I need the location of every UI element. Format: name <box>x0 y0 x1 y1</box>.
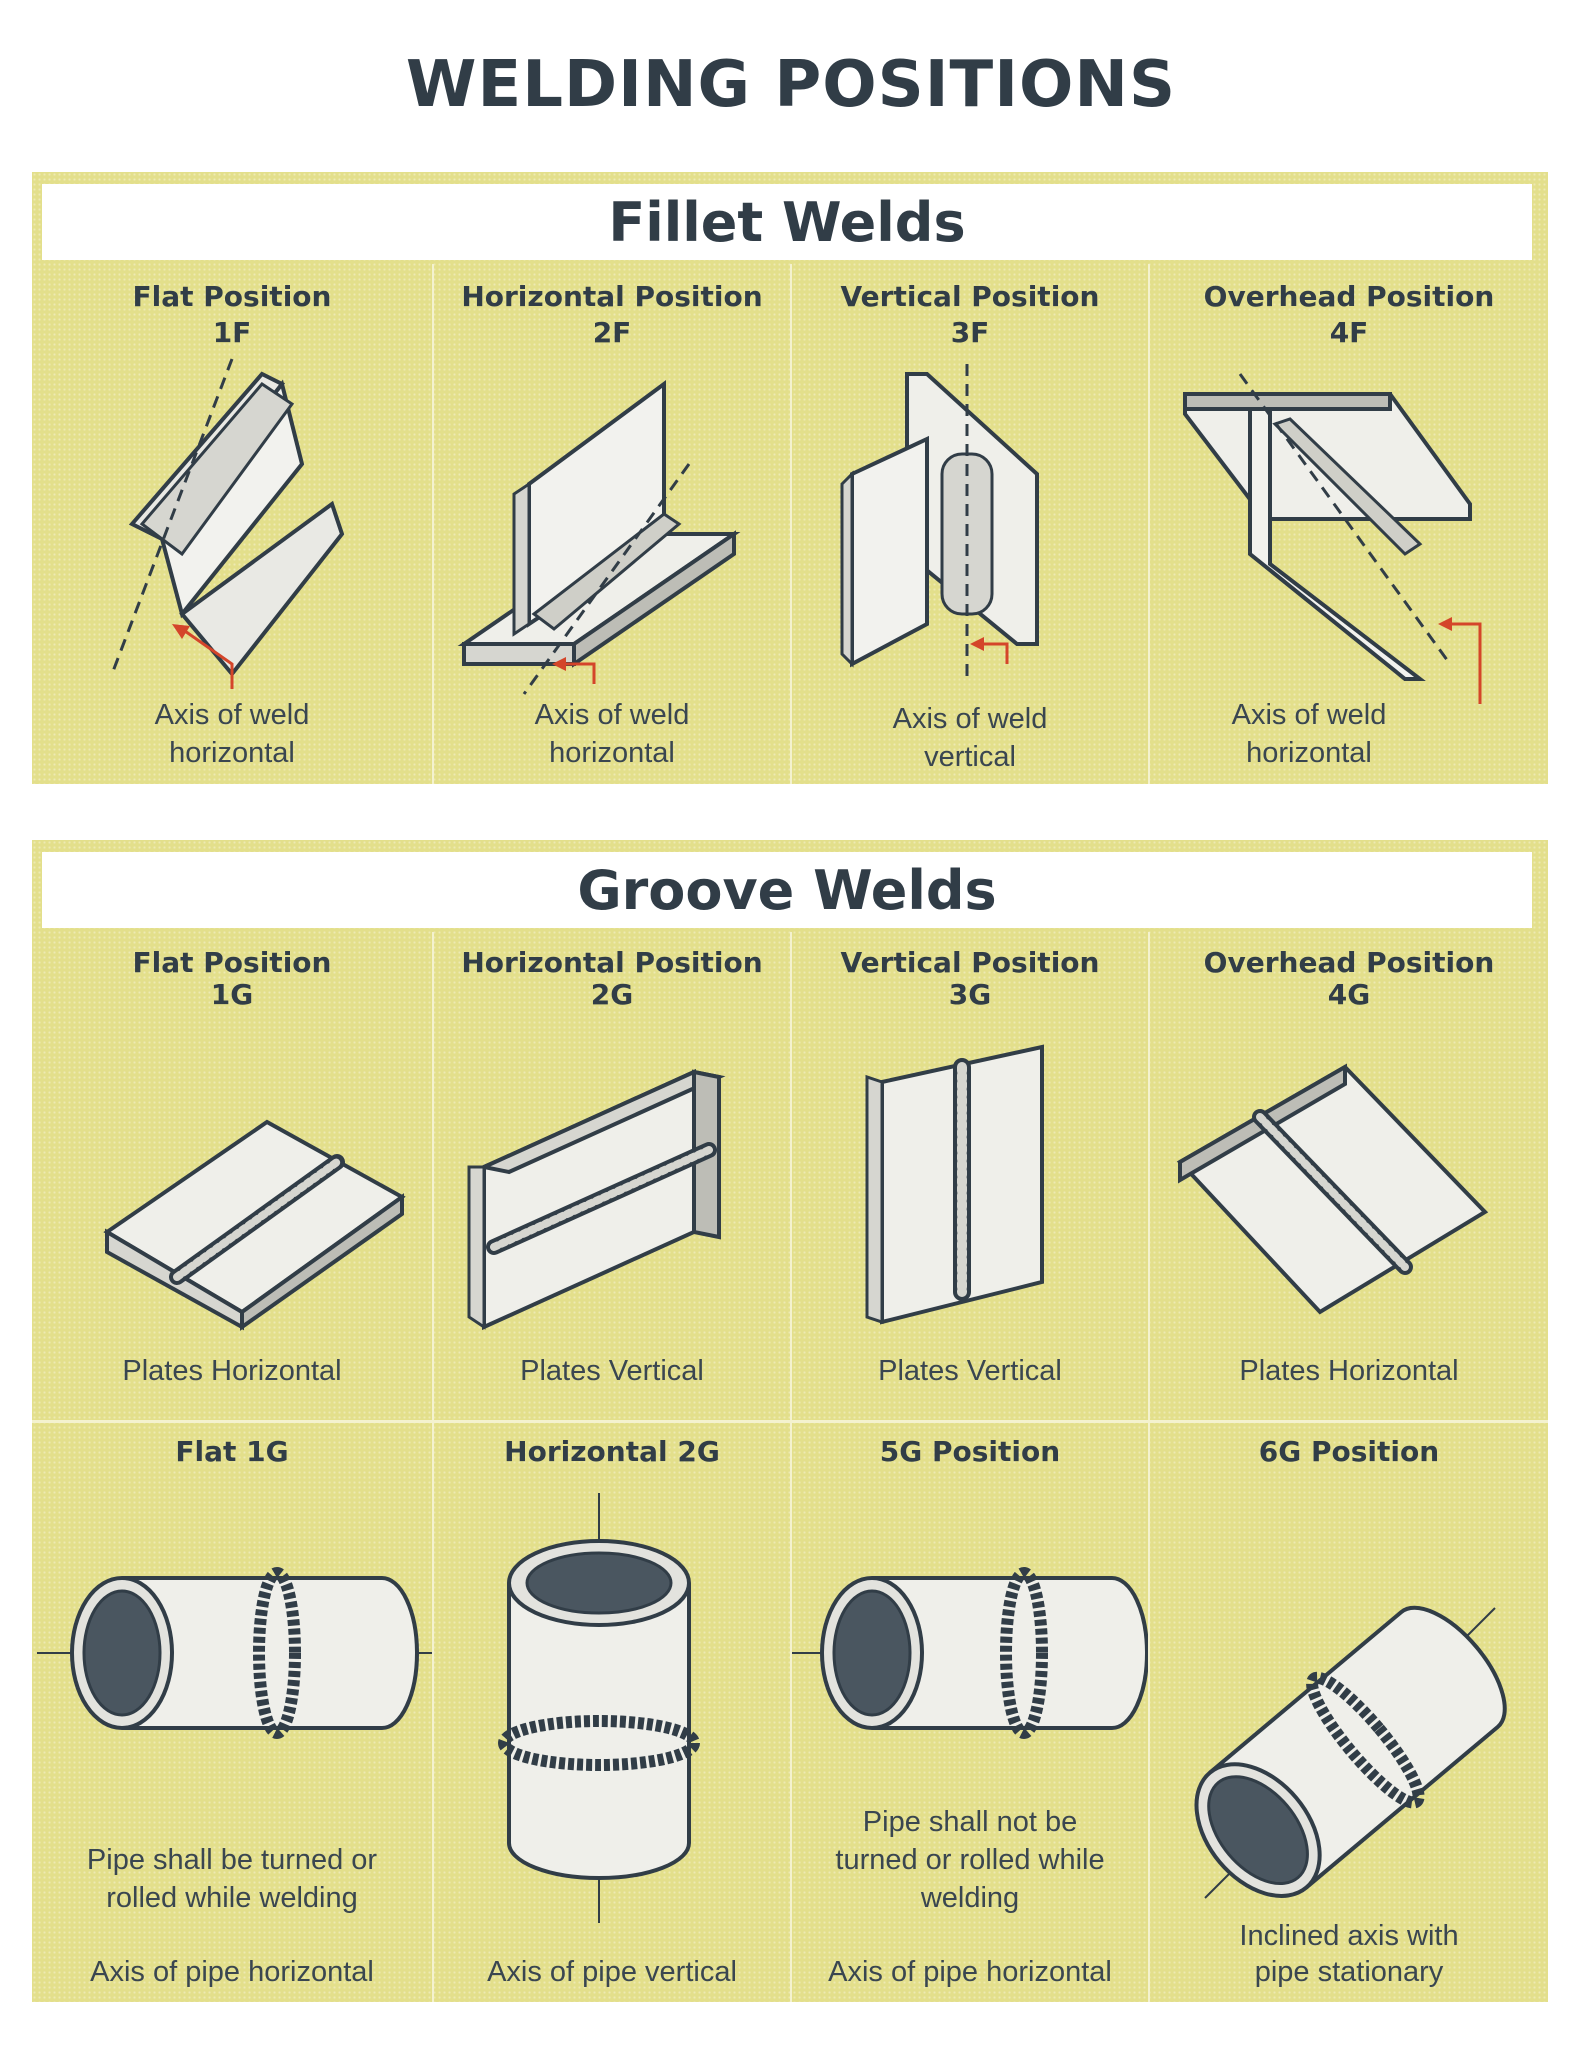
fillet-2f-caption-line2: horizontal <box>549 737 675 769</box>
groove-3g-title: Vertical Position <box>840 946 1100 979</box>
groove-3g-caption: Plates Vertical <box>878 1355 1062 1387</box>
page-title: WELDING POSITIONS <box>405 48 1177 122</box>
fillet-1f-title: Flat Position <box>132 280 332 313</box>
groove-1g-illustration <box>32 1022 432 1342</box>
pipe-5g-axis-caption: Axis of pipe horizontal <box>828 1956 1112 1988</box>
pipe-5g-illustration <box>792 1493 1150 1793</box>
groove-2g-plate-cell <box>432 932 790 1420</box>
fillet-3f-code: 3F <box>950 316 990 349</box>
groove-2g-code: 2G <box>590 978 634 1011</box>
pipe-6g-cell <box>1148 1423 1548 2002</box>
fillet-1f-caption-line1: Axis of weld <box>154 699 310 731</box>
groove-3g-code: 3G <box>948 978 992 1011</box>
fillet-welds-section <box>32 172 1548 784</box>
fillet-4f-illustration <box>1150 344 1550 704</box>
pipe-2g-title: Horizontal 2G <box>504 1435 720 1468</box>
groove-4g-illustration <box>1150 1012 1550 1332</box>
groove-2g-illustration <box>434 1022 792 1352</box>
pipe-1g-note-line1: Pipe shall be turned or <box>86 1844 378 1876</box>
groove-1g-plate-cell <box>32 932 432 1420</box>
pipe-6g-title: 6G Position <box>1258 1435 1440 1468</box>
pipe-2g-cell <box>432 1423 790 2002</box>
groove-welds-section <box>32 840 1548 2002</box>
fillet-3f-caption-line1: Axis of weld <box>892 703 1048 735</box>
pipe-1g-axis-caption: Axis of pipe horizontal <box>90 1956 374 1988</box>
pipe-5g-note-line1: Pipe shall not be <box>862 1806 1078 1838</box>
groove-4g-caption: Plates Horizontal <box>1239 1355 1459 1387</box>
fillet-1f-illustration <box>32 344 432 704</box>
fillet-3f-title: Vertical Position <box>840 280 1100 313</box>
groove-2g-title: Horizontal Position <box>461 946 763 979</box>
groove-4g-plate-cell <box>1148 932 1548 1420</box>
pipe-6g-note-line1: Inclined axis with <box>1239 1920 1459 1952</box>
fillet-2f-cell <box>432 264 790 784</box>
fillet-3f-illustration <box>792 344 1150 704</box>
pipe-2g-axis-caption: Axis of pipe vertical <box>487 1956 737 1988</box>
groove-welds-heading: Groove Welds <box>42 852 1532 928</box>
fillet-1f-cell <box>32 264 432 784</box>
groove-1g-caption: Plates Horizontal <box>122 1355 342 1387</box>
groove-4g-code: 4G <box>1327 978 1371 1011</box>
fillet-4f-caption-line2: horizontal <box>1246 737 1372 769</box>
fillet-4f-title: Overhead Position <box>1203 280 1495 313</box>
pipe-2g-illustration <box>434 1483 792 1923</box>
pipe-5g-note-line3: welding <box>920 1882 1020 1914</box>
pipe-5g-title: 5G Position <box>879 1435 1061 1468</box>
fillet-3f-caption-line2: vertical <box>924 741 1016 773</box>
pipe-5g-note-line2: turned or rolled while <box>835 1844 1105 1876</box>
pipe-5g-cell <box>790 1423 1148 2002</box>
fillet-3f-cell <box>790 264 1148 784</box>
pipe-6g-note-line2: pipe stationary <box>1254 1956 1444 1988</box>
fillet-4f-cell <box>1148 264 1548 784</box>
pipe-1g-note-line2: rolled while welding <box>106 1882 358 1914</box>
fillet-2f-caption-line1: Axis of weld <box>534 699 690 731</box>
groove-2g-caption: Plates Vertical <box>520 1355 704 1387</box>
fillet-4f-caption-line1: Axis of weld <box>1231 699 1387 731</box>
pipe-1g-illustration <box>32 1493 432 1793</box>
fillet-1f-caption-line2: horizontal <box>169 737 295 769</box>
groove-3g-plate-cell <box>790 932 1148 1420</box>
fillet-2f-code: 2F <box>592 316 632 349</box>
fillet-2f-title: Horizontal Position <box>461 280 763 313</box>
groove-1g-code: 1G <box>210 978 254 1011</box>
fillet-welds-heading: Fillet Welds <box>42 184 1532 260</box>
groove-3g-illustration <box>792 1022 1150 1352</box>
groove-1g-title: Flat Position <box>132 946 332 979</box>
fillet-4f-code: 4F <box>1329 316 1369 349</box>
pipe-1g-cell <box>32 1423 432 2002</box>
fillet-2f-illustration <box>434 344 792 704</box>
pipe-6g-illustration <box>1150 1503 1550 1903</box>
fillet-1f-code: 1F <box>212 316 252 349</box>
pipe-1g-title: Flat 1G <box>175 1435 289 1468</box>
groove-4g-title: Overhead Position <box>1203 946 1495 979</box>
